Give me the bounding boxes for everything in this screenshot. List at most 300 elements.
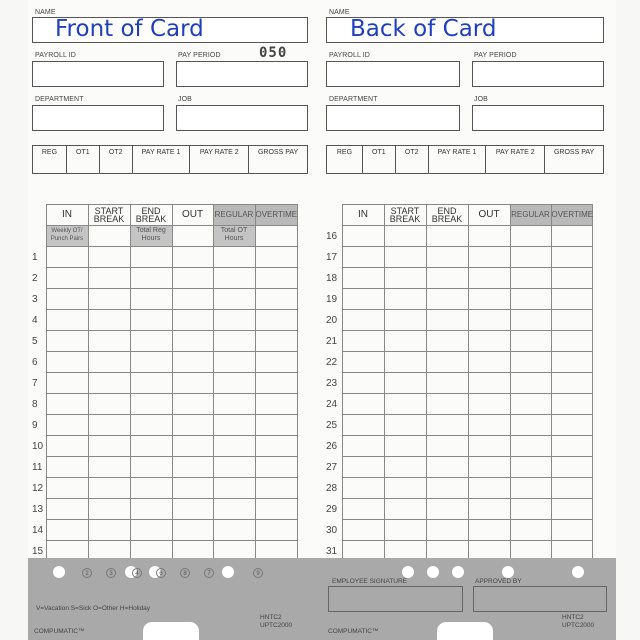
time-cell[interactable] [510, 394, 551, 415]
department-label: DEPARTMENT [329, 96, 378, 103]
row-number: 21 [322, 331, 342, 352]
time-cell[interactable] [468, 478, 510, 499]
time-cell[interactable] [468, 310, 510, 331]
time-cell[interactable] [510, 457, 551, 478]
time-cell[interactable] [384, 415, 426, 436]
name-label: NAME [329, 9, 350, 16]
time-cell[interactable] [510, 289, 551, 310]
time-cell[interactable] [88, 394, 130, 415]
time-cell[interactable] [172, 415, 213, 436]
model-number-2: UPTC2000 [562, 622, 595, 629]
time-row [322, 478, 592, 499]
time-cell[interactable] [426, 436, 468, 457]
pay-col-rate1[interactable]: PAY RATE 1 [428, 146, 486, 174]
time-cell[interactable] [255, 310, 297, 331]
time-cell[interactable] [46, 520, 88, 541]
time-cell[interactable] [426, 352, 468, 373]
time-cell[interactable] [172, 436, 213, 457]
time-cell[interactable] [130, 499, 172, 520]
time-cell[interactable] [384, 499, 426, 520]
time-cell[interactable] [510, 499, 551, 520]
time-cell[interactable] [46, 415, 88, 436]
time-cell[interactable] [384, 520, 426, 541]
row-number: 3 [28, 289, 46, 310]
time-cell[interactable] [342, 226, 384, 247]
time-cell[interactable] [130, 415, 172, 436]
time-cell[interactable] [88, 247, 130, 268]
time-cell[interactable] [384, 226, 426, 247]
row-number: 16 [322, 226, 342, 247]
model-number: HNTC2 [562, 614, 584, 621]
time-cell[interactable] [342, 394, 384, 415]
front-time-grid [28, 204, 298, 562]
back-card [322, 0, 616, 640]
time-cell[interactable] [342, 247, 384, 268]
card-slot [143, 622, 199, 640]
time-row [28, 394, 297, 415]
time-cell[interactable] [130, 373, 172, 394]
time-cell[interactable] [551, 226, 592, 247]
time-cell[interactable] [172, 499, 213, 520]
time-cell[interactable] [88, 499, 130, 520]
time-cell[interactable] [551, 289, 592, 310]
col-regular: REGULAR [510, 205, 551, 226]
time-cell[interactable] [510, 436, 551, 457]
time-cell[interactable] [88, 415, 130, 436]
time-row [28, 499, 297, 520]
time-cell[interactable] [46, 268, 88, 289]
row-number: 1 [28, 247, 46, 268]
time-cell[interactable] [551, 310, 592, 331]
time-cell[interactable] [384, 289, 426, 310]
punch-circle: 9 [253, 568, 263, 578]
time-cell[interactable] [172, 394, 213, 415]
time-cell[interactable] [46, 457, 88, 478]
payroll-id-field[interactable] [32, 61, 164, 87]
time-cell[interactable] [130, 394, 172, 415]
time-cell[interactable] [213, 289, 255, 310]
time-cell[interactable] [46, 352, 88, 373]
row-number: 31 [322, 541, 342, 562]
row-number: 19 [322, 289, 342, 310]
time-cell[interactable] [130, 289, 172, 310]
time-cell[interactable] [426, 478, 468, 499]
time-cell[interactable] [468, 394, 510, 415]
pay-col-ot2[interactable]: OT2 [395, 146, 428, 174]
time-cell[interactable] [172, 331, 213, 352]
row-number: 6 [28, 352, 46, 373]
time-cell[interactable] [551, 247, 592, 268]
time-cell[interactable] [46, 499, 88, 520]
time-cell[interactable] [384, 373, 426, 394]
time-cell[interactable] [510, 247, 551, 268]
row-number: 27 [322, 457, 342, 478]
time-cell[interactable] [426, 289, 468, 310]
time-cell[interactable] [130, 457, 172, 478]
pay-period-label: PAY PERIOD [474, 52, 517, 59]
row-number: 29 [322, 499, 342, 520]
time-cell[interactable] [426, 520, 468, 541]
row-number: 5 [28, 331, 46, 352]
time-row [28, 436, 297, 457]
pay-col-reg[interactable]: REG [33, 146, 67, 174]
time-cell[interactable] [551, 352, 592, 373]
total-reg-hours-label: Total Reg Hours [130, 226, 172, 247]
time-cell[interactable] [510, 268, 551, 289]
time-cell[interactable] [468, 415, 510, 436]
punch-circle: 2 [82, 568, 92, 578]
time-cell[interactable] [88, 331, 130, 352]
time-cell[interactable] [468, 457, 510, 478]
time-cell[interactable] [342, 520, 384, 541]
time-cell[interactable] [342, 268, 384, 289]
time-cell[interactable] [213, 352, 255, 373]
payroll-id-label: PAYROLL ID [329, 52, 370, 59]
time-cell[interactable] [88, 289, 130, 310]
pay-col-reg[interactable]: REG [327, 146, 363, 174]
job-label: JOB [474, 96, 488, 103]
brand-logo: COMPUMATIC™ [328, 628, 379, 635]
time-cell[interactable] [342, 352, 384, 373]
row-number: 28 [322, 478, 342, 499]
time-cell[interactable] [255, 268, 297, 289]
row-number: 2 [28, 268, 46, 289]
time-cell[interactable] [46, 373, 88, 394]
time-cell[interactable] [130, 352, 172, 373]
time-cell[interactable] [88, 310, 130, 331]
row-number: 18 [322, 268, 342, 289]
time-cell[interactable] [426, 310, 468, 331]
time-cell[interactable] [342, 373, 384, 394]
sub-cell [88, 226, 130, 247]
time-cell[interactable] [255, 436, 297, 457]
time-cell[interactable] [510, 520, 551, 541]
time-cell[interactable] [551, 478, 592, 499]
time-cell[interactable] [130, 310, 172, 331]
col-in: IN [46, 205, 88, 226]
time-cell[interactable] [172, 373, 213, 394]
col-out: OUT [468, 205, 510, 226]
time-row [322, 520, 592, 541]
time-cell[interactable] [426, 499, 468, 520]
time-cell[interactable] [510, 478, 551, 499]
time-cell[interactable] [384, 436, 426, 457]
row-number: 30 [322, 520, 342, 541]
payroll-id-label: PAYROLL ID [35, 52, 76, 59]
time-cell[interactable] [426, 226, 468, 247]
time-cell[interactable] [213, 478, 255, 499]
time-cell[interactable] [255, 373, 297, 394]
time-cell[interactable] [468, 520, 510, 541]
time-cell[interactable] [551, 436, 592, 457]
time-cell[interactable] [468, 289, 510, 310]
payroll-id-field[interactable] [326, 61, 460, 87]
time-cell[interactable] [384, 457, 426, 478]
time-cell[interactable] [255, 415, 297, 436]
time-cell[interactable] [384, 352, 426, 373]
employee-signature-label: EMPLOYEE SIGNATURE [332, 578, 408, 585]
row-number: 25 [322, 415, 342, 436]
time-cell[interactable] [46, 310, 88, 331]
pay-col-rate2[interactable]: PAY RATE 2 [486, 146, 545, 174]
row-number: 22 [322, 352, 342, 373]
time-cell[interactable] [88, 457, 130, 478]
time-cell[interactable] [384, 394, 426, 415]
time-cell[interactable] [172, 457, 213, 478]
time-row [322, 310, 592, 331]
time-cell[interactable] [468, 331, 510, 352]
time-row [322, 436, 592, 457]
time-cell[interactable] [255, 394, 297, 415]
time-cell[interactable] [551, 373, 592, 394]
time-cell[interactable] [213, 247, 255, 268]
pay-col-ot2[interactable]: OT2 [99, 146, 132, 174]
time-cell[interactable] [384, 310, 426, 331]
time-cell[interactable] [342, 310, 384, 331]
time-cell[interactable] [213, 268, 255, 289]
time-row [28, 352, 297, 373]
time-cell[interactable] [172, 247, 213, 268]
time-row [322, 289, 592, 310]
time-cell[interactable] [384, 478, 426, 499]
time-row [322, 331, 592, 352]
time-cell[interactable] [342, 415, 384, 436]
time-cell[interactable] [426, 415, 468, 436]
time-cell[interactable] [510, 331, 551, 352]
time-row [28, 478, 297, 499]
front-card [28, 0, 322, 640]
time-cell[interactable] [88, 520, 130, 541]
time-cell[interactable] [213, 394, 255, 415]
time-cell[interactable] [46, 331, 88, 352]
pay-col-gross[interactable]: GROSS PAY [249, 146, 308, 174]
time-row [322, 499, 592, 520]
time-cell[interactable] [468, 436, 510, 457]
col-regular: REGULAR [213, 205, 255, 226]
time-row [322, 415, 592, 436]
row-number: 11 [28, 457, 46, 478]
time-cell[interactable] [172, 268, 213, 289]
punch-hole [402, 566, 414, 578]
time-cell[interactable] [213, 331, 255, 352]
time-cell[interactable] [213, 520, 255, 541]
time-cell[interactable] [88, 436, 130, 457]
row-number: 8 [28, 394, 46, 415]
time-row [322, 394, 592, 415]
time-cell[interactable] [130, 520, 172, 541]
time-cell[interactable] [255, 247, 297, 268]
time-cell[interactable] [46, 289, 88, 310]
brand-logo: COMPUMATIC™ [34, 628, 85, 635]
punch-circle: 8 [180, 568, 190, 578]
time-cell[interactable] [384, 247, 426, 268]
time-cell[interactable] [510, 226, 551, 247]
time-cell[interactable] [130, 331, 172, 352]
time-cell[interactable] [510, 352, 551, 373]
time-cell[interactable] [46, 394, 88, 415]
row-number: 17 [322, 247, 342, 268]
pay-col-ot1[interactable]: OT1 [362, 146, 395, 174]
time-row [322, 247, 592, 268]
approved-by-field[interactable] [473, 586, 607, 612]
col-overtime: OVERTIME [255, 205, 297, 226]
time-cell[interactable] [213, 499, 255, 520]
time-cell[interactable] [342, 478, 384, 499]
time-row [322, 457, 592, 478]
legend-text: V=Vacation S=Sick O=Other H=Holiday [36, 605, 151, 612]
pay-period-field[interactable] [472, 61, 604, 87]
time-cell[interactable] [213, 436, 255, 457]
time-cell[interactable] [255, 499, 297, 520]
time-cell[interactable] [172, 478, 213, 499]
sub-cell [172, 226, 213, 247]
col-end-break: END BREAK [426, 205, 468, 226]
time-cell[interactable] [342, 331, 384, 352]
time-row [28, 268, 297, 289]
time-cell[interactable] [255, 352, 297, 373]
time-cell[interactable] [468, 268, 510, 289]
time-cell[interactable] [426, 331, 468, 352]
time-cell[interactable] [426, 268, 468, 289]
time-cell[interactable] [172, 289, 213, 310]
employee-signature-field[interactable] [328, 586, 463, 612]
pay-col-ot1[interactable]: OT1 [66, 146, 99, 174]
time-cell[interactable] [426, 373, 468, 394]
time-cell[interactable] [130, 268, 172, 289]
row-number: 26 [322, 436, 342, 457]
time-row [322, 352, 592, 373]
time-cell[interactable] [213, 310, 255, 331]
time-cell[interactable] [255, 520, 297, 541]
time-cell[interactable] [551, 520, 592, 541]
time-cell[interactable] [551, 268, 592, 289]
time-cell[interactable] [46, 436, 88, 457]
time-cell[interactable] [130, 478, 172, 499]
approved-by-label: APPROVED BY [475, 578, 522, 585]
time-cell[interactable] [46, 478, 88, 499]
row-number-header [322, 205, 342, 226]
punch-hole [53, 566, 65, 578]
time-cell[interactable] [88, 268, 130, 289]
time-cell[interactable] [213, 373, 255, 394]
time-row [28, 331, 297, 352]
pay-summary-table [32, 145, 308, 174]
card-number: 050 [259, 45, 288, 61]
time-cell[interactable] [255, 289, 297, 310]
job-label: JOB [178, 96, 192, 103]
time-cell[interactable] [384, 331, 426, 352]
time-cell[interactable] [88, 373, 130, 394]
time-cell[interactable] [46, 247, 88, 268]
time-cell[interactable] [255, 457, 297, 478]
time-cell[interactable] [88, 478, 130, 499]
row-number: 15 [28, 541, 46, 562]
punch-circle: 4 [132, 568, 142, 578]
time-cell[interactable] [510, 373, 551, 394]
department-field[interactable] [326, 105, 460, 131]
time-cell[interactable] [510, 415, 551, 436]
time-cell[interactable] [426, 247, 468, 268]
time-cell[interactable] [88, 352, 130, 373]
time-cell[interactable] [172, 310, 213, 331]
time-cell[interactable] [551, 331, 592, 352]
time-cell[interactable] [426, 394, 468, 415]
time-cell[interactable] [255, 478, 297, 499]
punch-circle: 7 [204, 568, 214, 578]
time-cell[interactable] [213, 457, 255, 478]
time-row [28, 289, 297, 310]
time-cell[interactable] [342, 457, 384, 478]
col-overtime: OVERTIME [551, 205, 592, 226]
punch-hole [452, 566, 464, 578]
time-cell[interactable] [551, 415, 592, 436]
back-overlay-title: Back of Card [350, 16, 497, 42]
row-number: 20 [322, 310, 342, 331]
time-cell[interactable] [342, 436, 384, 457]
time-cell[interactable] [551, 457, 592, 478]
total-ot-hours-label: Total OT Hours [213, 226, 255, 247]
time-cell[interactable] [255, 331, 297, 352]
time-cell[interactable] [384, 268, 426, 289]
row-number-sub [28, 226, 46, 247]
time-cell[interactable] [342, 499, 384, 520]
punch-hole [222, 566, 234, 578]
time-cell[interactable] [510, 310, 551, 331]
row-number: 13 [28, 499, 46, 520]
time-row [28, 247, 297, 268]
row-number: 23 [322, 373, 342, 394]
time-cell[interactable] [551, 394, 592, 415]
back-time-grid [322, 204, 593, 562]
department-field[interactable] [32, 105, 164, 131]
punch-hole [502, 566, 514, 578]
job-field[interactable] [176, 105, 308, 131]
pay-period-label: PAY PERIOD [178, 52, 221, 59]
time-cell[interactable] [130, 247, 172, 268]
pay-col-rate2[interactable]: PAY RATE 2 [190, 146, 249, 174]
time-cell[interactable] [342, 289, 384, 310]
row-number: 24 [322, 394, 342, 415]
time-cell[interactable] [468, 373, 510, 394]
time-cell[interactable] [468, 247, 510, 268]
col-out: OUT [172, 205, 213, 226]
row-number: 14 [28, 520, 46, 541]
name-label: NAME [35, 9, 56, 16]
pay-period-field[interactable] [176, 61, 308, 87]
row-number: 9 [28, 415, 46, 436]
time-cell[interactable] [172, 352, 213, 373]
time-cell[interactable] [551, 499, 592, 520]
time-row [322, 226, 592, 247]
time-cell[interactable] [468, 499, 510, 520]
time-cell[interactable] [172, 520, 213, 541]
job-field[interactable] [472, 105, 604, 131]
pay-summary-table [326, 145, 604, 174]
time-row [322, 373, 592, 394]
weekly-ot-label: Weekly OT/ Punch Pairs [46, 226, 88, 247]
time-cell[interactable] [468, 352, 510, 373]
pay-col-rate1[interactable]: PAY RATE 1 [132, 146, 190, 174]
time-cell[interactable] [130, 436, 172, 457]
time-row [28, 310, 297, 331]
punch-circle: 6 [156, 568, 166, 578]
pay-col-gross[interactable]: GROSS PAY [545, 146, 604, 174]
sub-cell [255, 226, 297, 247]
time-cell[interactable] [426, 457, 468, 478]
front-overlay-title: Front of Card [55, 16, 204, 42]
time-cell[interactable] [213, 415, 255, 436]
time-cell[interactable] [468, 226, 510, 247]
